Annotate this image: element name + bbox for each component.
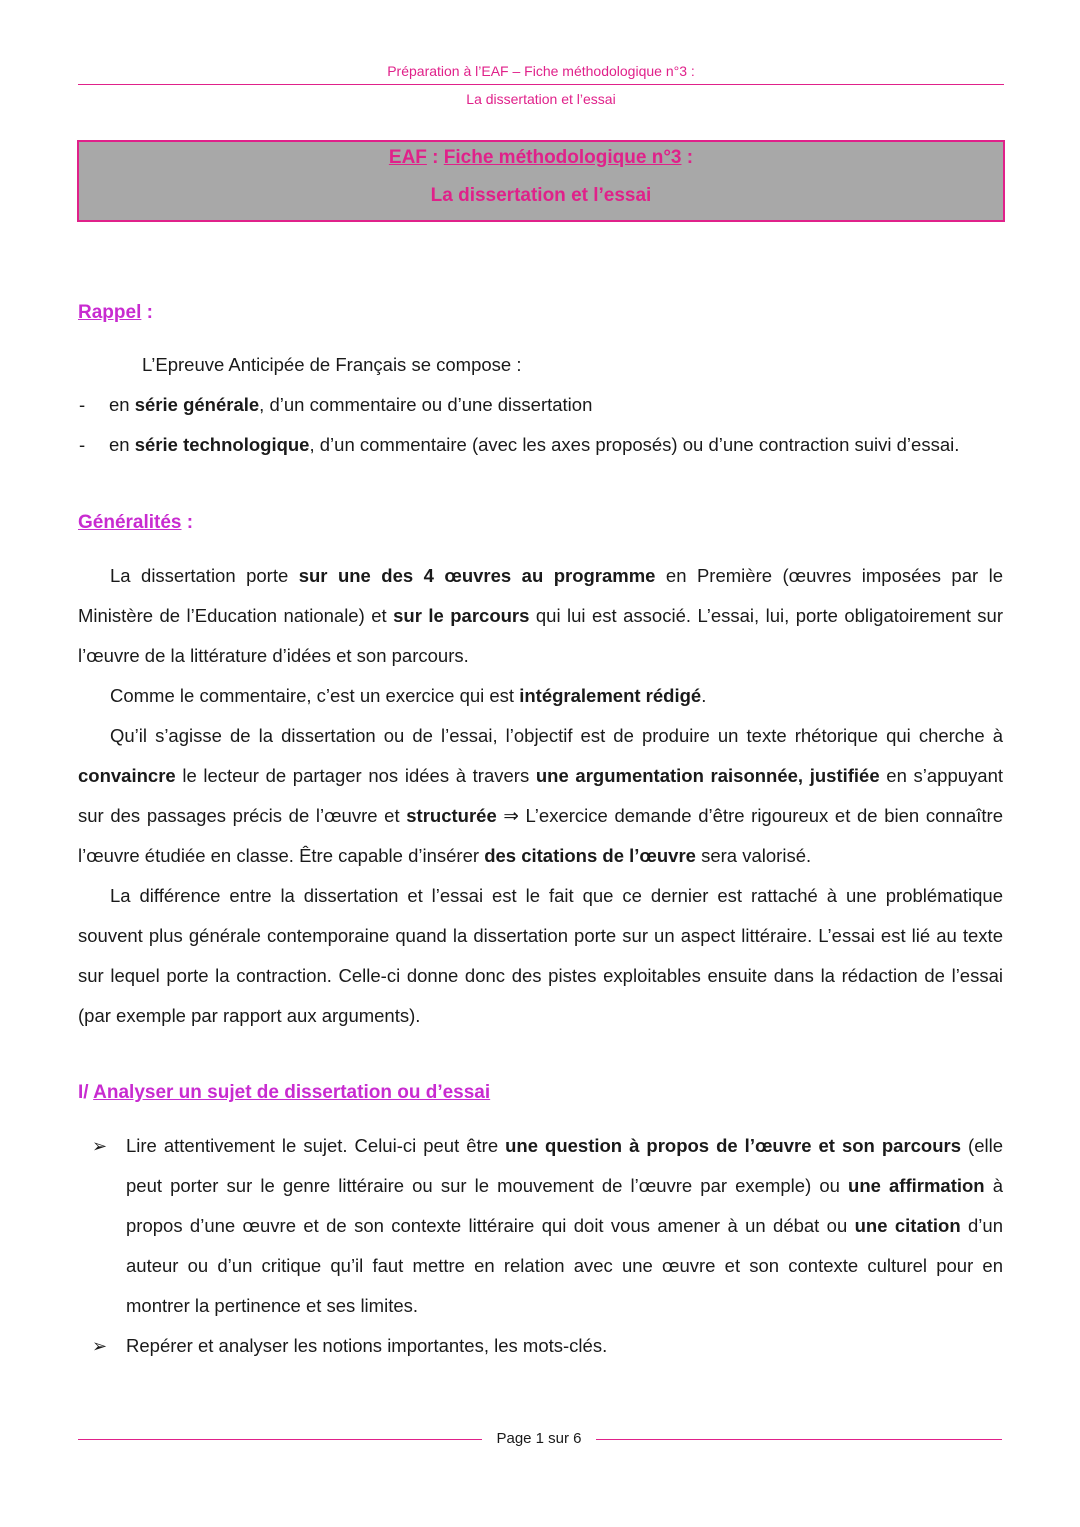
item-text: en [109,394,135,415]
header-rule [78,84,1004,85]
item-bold: série générale [134,394,260,415]
text-run: Qu’il s’agisse de la dissertation ou de l’essai, l’objectif est de produire un texte rhétorique qui cherche à [110,725,1003,746]
text-run: qui lui est associé. L’essai, lui, porte obligatoirement sur l’œuvre de la littérature d’idées et son parcours. [78,605,1004,666]
rappel-heading-colon: : [141,302,153,323]
rappel-heading-text: Rappel [78,302,142,323]
generalites-heading-colon: : [181,512,194,533]
rappel-item-technologique [109,425,959,465]
item-text: en [109,434,135,455]
page-number: Page 1 sur 6 [496,1430,582,1447]
page-header [78,60,1004,109]
rappel-item-generale [109,385,592,425]
generalites-heading-text: Généralités [78,512,182,533]
section-1-heading [78,1082,490,1104]
title-line [79,145,1003,171]
generalites-paragraph-4: La différence entre la dissertation et l’essai est le fait que ce dernier est rattaché à une problématique souvent plus générale contemporaine quand la dissertation porte sur un aspect littéraire. L’essai est lié au texte sur lequel porte la contraction. Celle-ci donne donc des pistes exploitables ensuite dans la rédaction de l’essai (par exemple par rapport aux arguments). [78,885,1003,1026]
text-run: ⇒ L’exercice demande d’être rigoureux et de bien connaître l’œuvre étudiée en classe. Être capable d’insérer [78,805,1003,866]
rappel-intro: L’Epreuve Anticipée de Français se compose : [142,354,522,375]
generalites-paragraph-2 [78,676,1003,716]
bold-run: sur une des 4 œuvres au programme [298,565,656,586]
arrow-bullet-icon: ➢ [92,1136,108,1156]
text-run: Lire attentivement le sujet. Celui-ci peut être [126,1135,506,1156]
item-text: , d’un commentaire (avec les axes proposés) ou d’une contraction suivi d’essai. [309,434,960,455]
footer-rule-left [78,1439,482,1440]
text-run: à propos d’une œuvre et de son contexte littéraire qui doit vous amener à un débat ou [126,1175,1003,1236]
title-fiche: Fiche méthodologique n°3 [443,147,682,168]
title-subtitle: La dissertation et l’essai [430,185,652,206]
text-run: La dissertation porte [110,565,299,586]
text-run: le lecteur de partager nos idées à travers [175,765,536,786]
text-run: en s’appuyant sur des passages précis de l’œuvre et [78,765,1004,826]
footer-rule-right [596,1439,1002,1440]
item-text: , d’un commentaire ou d’une dissertation [259,394,593,415]
section-1-bullet-2: Repérer et analyser les notions importantes, les mots-clés. [126,1335,608,1356]
arrow-bullet-icon: ➢ [92,1336,108,1356]
text-run: (elle peut porter sur le genre littéraire ou sur le mouvement de l’œuvre par exemple) ou [126,1135,1003,1196]
bold-run: une citation [854,1215,961,1236]
bold-run: convaincre [78,765,176,786]
bold-run: une argumentation raisonnée, justifiée [535,765,880,786]
list-dash: - [79,434,86,455]
text-run: en Première (œuvres imposées par le Ministère de l’Education nationale) et [78,565,1003,626]
bold-run: sur le parcours [393,605,530,626]
text-run: sera valorisé. [695,845,812,866]
bold-run: une affirmation [848,1175,985,1196]
generalites-paragraph-1 [78,556,1003,676]
generalites-heading [78,512,193,534]
bold-run: structurée [406,805,497,826]
text-run: Comme le commentaire, c’est un exercice qui est [110,685,520,706]
title-eaf: EAF [388,147,427,168]
bold-run: intégralement rédigé [519,685,702,706]
bold-run: des citations de l’œuvre [484,845,696,866]
text-run: . [701,685,707,706]
section-1-title: Analyser un sujet de dissertation ou d’essai [93,1082,491,1103]
rappel-heading [78,302,153,324]
header-line-1: Préparation à l’EAF – Fiche méthodologique n°3 : [387,63,695,79]
section-1-bullet-1 [126,1126,1003,1326]
generalites-paragraph-3 [78,716,1003,876]
list-dash: - [79,394,86,415]
bold-run: une question à propos de l’œuvre et son parcours [505,1135,962,1156]
section-1-number: I/ [78,1082,94,1103]
text-run: d’un auteur ou d’un critique qu’il faut mettre en relation avec une œuvre et son contexte culturel pour en montrer la pertinence et ses limites. [126,1215,1003,1316]
title-colon: : [681,147,694,168]
item-bold: série technologique [134,434,310,455]
title-sep: : [426,147,444,168]
title-box [77,140,1005,222]
header-line-2: La dissertation et l’essai [466,91,616,107]
